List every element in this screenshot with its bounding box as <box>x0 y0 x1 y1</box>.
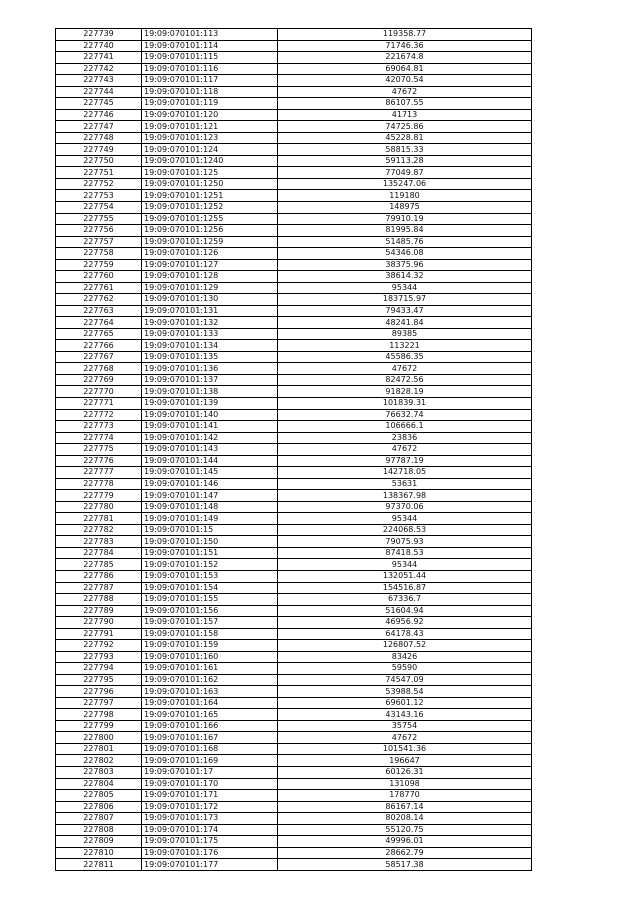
value-cell: 224068.53 <box>278 524 532 536</box>
row-id-cell: 227745 <box>56 98 142 110</box>
table-row <box>56 40 532 52</box>
row-id-cell: 227769 <box>56 374 142 386</box>
table-row <box>56 490 532 502</box>
cadastral-number-cell: 19:09:070101:139 <box>142 398 278 410</box>
row-id-cell: 227741 <box>56 52 142 64</box>
value-cell: 178770 <box>278 790 532 802</box>
table-row <box>56 190 532 202</box>
value-cell: 38614.32 <box>278 271 532 283</box>
table-row <box>56 351 532 363</box>
table-row <box>56 651 532 663</box>
table-row <box>56 547 532 559</box>
value-cell: 106666.1 <box>278 421 532 433</box>
table-row <box>56 847 532 859</box>
value-cell: 148975 <box>278 201 532 213</box>
table-row <box>56 236 532 248</box>
row-id-cell: 227758 <box>56 248 142 260</box>
table-row <box>56 767 532 779</box>
row-id-cell: 227762 <box>56 294 142 306</box>
value-cell: 53988.54 <box>278 686 532 698</box>
row-id-cell: 227781 <box>56 513 142 525</box>
row-id-cell: 227779 <box>56 490 142 502</box>
cadastral-number-cell: 19:09:070101:130 <box>142 294 278 306</box>
cadastral-number-cell: 19:09:070101:175 <box>142 836 278 848</box>
cadastral-number-cell: 19:09:070101:1250 <box>142 178 278 190</box>
table-row <box>56 663 532 675</box>
row-id-cell: 227780 <box>56 501 142 513</box>
row-id-cell: 227749 <box>56 144 142 156</box>
value-cell: 82472.56 <box>278 374 532 386</box>
row-id-cell: 227785 <box>56 559 142 571</box>
value-cell: 47672 <box>278 363 532 375</box>
row-id-cell: 227796 <box>56 686 142 698</box>
table-row <box>56 305 532 317</box>
table-row <box>56 836 532 848</box>
value-cell: 101541.36 <box>278 743 532 755</box>
cadastral-number-cell: 19:09:070101:118 <box>142 86 278 98</box>
value-cell: 89385 <box>278 328 532 340</box>
value-cell: 60126.31 <box>278 767 532 779</box>
value-cell: 42070.54 <box>278 75 532 87</box>
cadastral-number-cell: 19:09:070101:120 <box>142 109 278 121</box>
value-cell: 49996.01 <box>278 836 532 848</box>
row-id-cell: 227760 <box>56 271 142 283</box>
table-row <box>56 790 532 802</box>
cadastral-number-cell: 19:09:070101:132 <box>142 317 278 329</box>
row-id-cell: 227746 <box>56 109 142 121</box>
row-id-cell: 227782 <box>56 524 142 536</box>
table-row <box>56 686 532 698</box>
cadastral-number-cell: 19:09:070101:176 <box>142 847 278 859</box>
row-id-cell: 227787 <box>56 582 142 594</box>
table-row <box>56 386 532 398</box>
value-cell: 69601.12 <box>278 697 532 709</box>
cadastral-number-cell: 19:09:070101:167 <box>142 732 278 744</box>
cadastral-number-cell: 19:09:070101:145 <box>142 467 278 479</box>
table-row <box>56 271 532 283</box>
cadastral-number-cell: 19:09:070101:119 <box>142 98 278 110</box>
row-id-cell: 227759 <box>56 259 142 271</box>
row-id-cell: 227778 <box>56 478 142 490</box>
cadastral-number-cell: 19:09:070101:149 <box>142 513 278 525</box>
value-cell: 48241.84 <box>278 317 532 329</box>
row-id-cell: 227775 <box>56 444 142 456</box>
table-row <box>56 63 532 75</box>
value-cell: 35754 <box>278 720 532 732</box>
cadastral-number-cell: 19:09:070101:171 <box>142 790 278 802</box>
value-cell: 59590 <box>278 663 532 675</box>
cadastral-number-cell: 19:09:070101:121 <box>142 121 278 133</box>
table-row <box>56 374 532 386</box>
value-cell: 79433.47 <box>278 305 532 317</box>
table-row <box>56 294 532 306</box>
cadastral-number-cell: 19:09:070101:150 <box>142 536 278 548</box>
table-row <box>56 524 532 536</box>
cadastral-number-cell: 19:09:070101:17 <box>142 767 278 779</box>
value-cell: 43143.16 <box>278 709 532 721</box>
cadastral-number-cell: 19:09:070101:152 <box>142 559 278 571</box>
table-row <box>56 513 532 525</box>
row-id-cell: 227793 <box>56 651 142 663</box>
table-row <box>56 732 532 744</box>
value-cell: 79910.19 <box>278 213 532 225</box>
row-id-cell: 227747 <box>56 121 142 133</box>
value-cell: 95344 <box>278 513 532 525</box>
cadastral-number-cell: 19:09:070101:160 <box>142 651 278 663</box>
cadastral-number-cell: 19:09:070101:136 <box>142 363 278 375</box>
row-id-cell: 227756 <box>56 225 142 237</box>
value-cell: 47672 <box>278 444 532 456</box>
table-row <box>56 75 532 87</box>
row-id-cell: 227739 <box>56 29 142 41</box>
value-cell: 59113.28 <box>278 155 532 167</box>
row-id-cell: 227791 <box>56 628 142 640</box>
cadastral-number-cell: 19:09:070101:135 <box>142 351 278 363</box>
row-id-cell: 227786 <box>56 570 142 582</box>
cadastral-number-cell: 19:09:070101:161 <box>142 663 278 675</box>
value-cell: 97787.19 <box>278 455 532 467</box>
value-cell: 28662.79 <box>278 847 532 859</box>
value-cell: 95344 <box>278 559 532 571</box>
table-row <box>56 109 532 121</box>
value-cell: 126807.52 <box>278 640 532 652</box>
value-cell: 86167.14 <box>278 801 532 813</box>
value-cell: 76632.74 <box>278 409 532 421</box>
row-id-cell: 227761 <box>56 282 142 294</box>
row-id-cell: 227743 <box>56 75 142 87</box>
row-id-cell: 227792 <box>56 640 142 652</box>
cadastral-number-cell: 19:09:070101:177 <box>142 859 278 871</box>
cadastral-values-table <box>55 28 532 871</box>
cadastral-number-cell: 19:09:070101:170 <box>142 778 278 790</box>
row-id-cell: 227748 <box>56 132 142 144</box>
table-row <box>56 340 532 352</box>
cadastral-number-cell: 19:09:070101:126 <box>142 248 278 260</box>
cadastral-number-cell: 19:09:070101:173 <box>142 813 278 825</box>
value-cell: 45586.35 <box>278 351 532 363</box>
cadastral-number-cell: 19:09:070101:163 <box>142 686 278 698</box>
row-id-cell: 227751 <box>56 167 142 179</box>
row-id-cell: 227757 <box>56 236 142 248</box>
cadastral-number-cell: 19:09:070101:124 <box>142 144 278 156</box>
cadastral-number-cell: 19:09:070101:114 <box>142 40 278 52</box>
cadastral-number-cell: 19:09:070101:168 <box>142 743 278 755</box>
cadastral-number-cell: 19:09:070101:1259 <box>142 236 278 248</box>
table-row <box>56 98 532 110</box>
table-row <box>56 640 532 652</box>
row-id-cell: 227811 <box>56 859 142 871</box>
cadastral-number-cell: 19:09:070101:113 <box>142 29 278 41</box>
value-cell: 83426 <box>278 651 532 663</box>
row-id-cell: 227742 <box>56 63 142 75</box>
cadastral-number-cell: 19:09:070101:142 <box>142 432 278 444</box>
cadastral-number-cell: 19:09:070101:129 <box>142 282 278 294</box>
cadastral-number-cell: 19:09:070101:157 <box>142 617 278 629</box>
value-cell: 54346.08 <box>278 248 532 260</box>
value-cell: 55120.75 <box>278 824 532 836</box>
row-id-cell: 227770 <box>56 386 142 398</box>
value-cell: 119180 <box>278 190 532 202</box>
table-row <box>56 421 532 433</box>
row-id-cell: 227767 <box>56 351 142 363</box>
cadastral-number-cell: 19:09:070101:1255 <box>142 213 278 225</box>
row-id-cell: 227777 <box>56 467 142 479</box>
table-row <box>56 617 532 629</box>
cadastral-number-cell: 19:09:070101:148 <box>142 501 278 513</box>
cadastral-number-cell: 19:09:070101:169 <box>142 755 278 767</box>
row-id-cell: 227807 <box>56 813 142 825</box>
cadastral-number-cell: 19:09:070101:164 <box>142 697 278 709</box>
value-cell: 67336.7 <box>278 594 532 606</box>
row-id-cell: 227810 <box>56 847 142 859</box>
table-row <box>56 86 532 98</box>
table-row <box>56 155 532 167</box>
value-cell: 113221 <box>278 340 532 352</box>
cadastral-number-cell: 19:09:070101:153 <box>142 570 278 582</box>
table-row <box>56 225 532 237</box>
cadastral-number-cell: 19:09:070101:134 <box>142 340 278 352</box>
cadastral-number-cell: 19:09:070101:1252 <box>142 201 278 213</box>
cadastral-number-cell: 19:09:070101:156 <box>142 605 278 617</box>
cadastral-number-cell: 19:09:070101:143 <box>142 444 278 456</box>
value-cell: 38375.96 <box>278 259 532 271</box>
cadastral-number-cell: 19:09:070101:117 <box>142 75 278 87</box>
table-row <box>56 743 532 755</box>
table-row <box>56 813 532 825</box>
data-table-container <box>55 28 531 871</box>
row-id-cell: 227800 <box>56 732 142 744</box>
value-cell: 142718.05 <box>278 467 532 479</box>
row-id-cell: 227789 <box>56 605 142 617</box>
value-cell: 74547.09 <box>278 674 532 686</box>
row-id-cell: 227740 <box>56 40 142 52</box>
value-cell: 131098 <box>278 778 532 790</box>
cadastral-number-cell: 19:09:070101:127 <box>142 259 278 271</box>
table-row <box>56 801 532 813</box>
table-row <box>56 432 532 444</box>
value-cell: 80208.14 <box>278 813 532 825</box>
table-row <box>56 720 532 732</box>
table-row <box>56 501 532 513</box>
table-row <box>56 755 532 767</box>
value-cell: 23836 <box>278 432 532 444</box>
row-id-cell: 227783 <box>56 536 142 548</box>
value-cell: 101839.31 <box>278 398 532 410</box>
cadastral-number-cell: 19:09:070101:125 <box>142 167 278 179</box>
row-id-cell: 227774 <box>56 432 142 444</box>
table-row <box>56 121 532 133</box>
value-cell: 45228.81 <box>278 132 532 144</box>
table-row <box>56 824 532 836</box>
table-row <box>56 594 532 606</box>
cadastral-number-cell: 19:09:070101:147 <box>142 490 278 502</box>
table-row <box>56 248 532 260</box>
table-row <box>56 570 532 582</box>
value-cell: 86107.55 <box>278 98 532 110</box>
value-cell: 51604.94 <box>278 605 532 617</box>
row-id-cell: 227801 <box>56 743 142 755</box>
cadastral-number-cell: 19:09:070101:131 <box>142 305 278 317</box>
value-cell: 154516.87 <box>278 582 532 594</box>
row-id-cell: 227794 <box>56 663 142 675</box>
table-row <box>56 29 532 41</box>
cadastral-number-cell: 19:09:070101:146 <box>142 478 278 490</box>
cadastral-number-cell: 19:09:070101:15 <box>142 524 278 536</box>
table-row <box>56 709 532 721</box>
row-id-cell: 227754 <box>56 201 142 213</box>
row-id-cell: 227806 <box>56 801 142 813</box>
value-cell: 77049.87 <box>278 167 532 179</box>
cadastral-number-cell: 19:09:070101:137 <box>142 374 278 386</box>
value-cell: 81995.84 <box>278 225 532 237</box>
value-cell: 51485.76 <box>278 236 532 248</box>
value-cell: 53631 <box>278 478 532 490</box>
row-id-cell: 227764 <box>56 317 142 329</box>
row-id-cell: 227808 <box>56 824 142 836</box>
table-row <box>56 467 532 479</box>
cadastral-number-cell: 19:09:070101:158 <box>142 628 278 640</box>
value-cell: 221674.8 <box>278 52 532 64</box>
row-id-cell: 227753 <box>56 190 142 202</box>
row-id-cell: 227795 <box>56 674 142 686</box>
row-id-cell: 227804 <box>56 778 142 790</box>
table-row <box>56 282 532 294</box>
table-row <box>56 628 532 640</box>
table-row <box>56 478 532 490</box>
cadastral-number-cell: 19:09:070101:116 <box>142 63 278 75</box>
value-cell: 58517.38 <box>278 859 532 871</box>
cadastral-number-cell: 19:09:070101:138 <box>142 386 278 398</box>
row-id-cell: 227771 <box>56 398 142 410</box>
value-cell: 46956.92 <box>278 617 532 629</box>
row-id-cell: 227784 <box>56 547 142 559</box>
cadastral-number-cell: 19:09:070101:166 <box>142 720 278 732</box>
table-row <box>56 201 532 213</box>
cadastral-number-cell: 19:09:070101:123 <box>142 132 278 144</box>
value-cell: 58815.33 <box>278 144 532 156</box>
value-cell: 71746.36 <box>278 40 532 52</box>
cadastral-number-cell: 19:09:070101:144 <box>142 455 278 467</box>
table-row <box>56 213 532 225</box>
table-row <box>56 559 532 571</box>
table-row <box>56 778 532 790</box>
table-row <box>56 582 532 594</box>
cadastral-number-cell: 19:09:070101:165 <box>142 709 278 721</box>
row-id-cell: 227797 <box>56 697 142 709</box>
row-id-cell: 227768 <box>56 363 142 375</box>
table-row <box>56 859 532 871</box>
row-id-cell: 227809 <box>56 836 142 848</box>
cadastral-number-cell: 19:09:070101:155 <box>142 594 278 606</box>
value-cell: 138367.98 <box>278 490 532 502</box>
row-id-cell: 227766 <box>56 340 142 352</box>
value-cell: 97370.06 <box>278 501 532 513</box>
table-row <box>56 409 532 421</box>
cadastral-number-cell: 19:09:070101:141 <box>142 421 278 433</box>
cadastral-number-cell: 19:09:070101:128 <box>142 271 278 283</box>
cadastral-number-cell: 19:09:070101:1240 <box>142 155 278 167</box>
row-id-cell: 227799 <box>56 720 142 732</box>
table-row <box>56 605 532 617</box>
value-cell: 135247.06 <box>278 178 532 190</box>
table-row <box>56 178 532 190</box>
value-cell: 69064.81 <box>278 63 532 75</box>
cadastral-number-cell: 19:09:070101:174 <box>142 824 278 836</box>
table-row <box>56 144 532 156</box>
table-row <box>56 259 532 271</box>
cadastral-number-cell: 19:09:070101:159 <box>142 640 278 652</box>
table-body <box>56 29 532 871</box>
value-cell: 64178.43 <box>278 628 532 640</box>
value-cell: 41713 <box>278 109 532 121</box>
table-row <box>56 697 532 709</box>
row-id-cell: 227752 <box>56 178 142 190</box>
row-id-cell: 227802 <box>56 755 142 767</box>
value-cell: 196647 <box>278 755 532 767</box>
row-id-cell: 227744 <box>56 86 142 98</box>
value-cell: 91828.19 <box>278 386 532 398</box>
row-id-cell: 227773 <box>56 421 142 433</box>
table-row <box>56 674 532 686</box>
value-cell: 132051.44 <box>278 570 532 582</box>
row-id-cell: 227790 <box>56 617 142 629</box>
cadastral-number-cell: 19:09:070101:140 <box>142 409 278 421</box>
table-row <box>56 444 532 456</box>
value-cell: 79075.93 <box>278 536 532 548</box>
row-id-cell: 227798 <box>56 709 142 721</box>
value-cell: 95344 <box>278 282 532 294</box>
value-cell: 119358.77 <box>278 29 532 41</box>
value-cell: 74725.86 <box>278 121 532 133</box>
cadastral-number-cell: 19:09:070101:133 <box>142 328 278 340</box>
row-id-cell: 227765 <box>56 328 142 340</box>
table-row <box>56 317 532 329</box>
table-row <box>56 455 532 467</box>
table-row <box>56 398 532 410</box>
value-cell: 47672 <box>278 732 532 744</box>
row-id-cell: 227772 <box>56 409 142 421</box>
value-cell: 47672 <box>278 86 532 98</box>
row-id-cell: 227805 <box>56 790 142 802</box>
row-id-cell: 227803 <box>56 767 142 779</box>
value-cell: 183715.97 <box>278 294 532 306</box>
cadastral-number-cell: 19:09:070101:1256 <box>142 225 278 237</box>
table-row <box>56 132 532 144</box>
row-id-cell: 227788 <box>56 594 142 606</box>
cadastral-number-cell: 19:09:070101:162 <box>142 674 278 686</box>
row-id-cell: 227755 <box>56 213 142 225</box>
cadastral-number-cell: 19:09:070101:154 <box>142 582 278 594</box>
row-id-cell: 227776 <box>56 455 142 467</box>
table-row <box>56 536 532 548</box>
value-cell: 87418.53 <box>278 547 532 559</box>
table-row <box>56 167 532 179</box>
cadastral-number-cell: 19:09:070101:115 <box>142 52 278 64</box>
cadastral-number-cell: 19:09:070101:1251 <box>142 190 278 202</box>
row-id-cell: 227750 <box>56 155 142 167</box>
table-row <box>56 363 532 375</box>
cadastral-number-cell: 19:09:070101:151 <box>142 547 278 559</box>
cadastral-number-cell: 19:09:070101:172 <box>142 801 278 813</box>
table-row <box>56 52 532 64</box>
row-id-cell: 227763 <box>56 305 142 317</box>
table-row <box>56 328 532 340</box>
